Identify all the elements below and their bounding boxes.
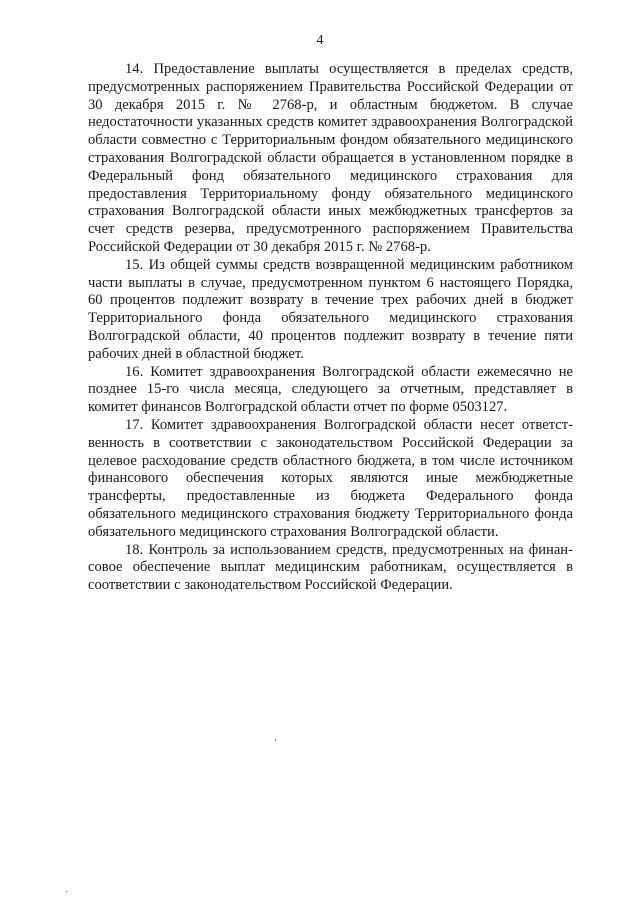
paragraph-16: 16. Комитет здравоохранения Волгоградской области ежемесячно не позднее 15-го числа месяца, следующего за отчетным, представляет в комитет финансов Волгоградской области отчет по форме 0503127. — [88, 363, 573, 416]
paragraph-14: 14. Предоставление выплаты осуществляется в пределах средств, предусмотренных распоряжением Правительства Российской Федерации от 30 декабря 2015 г. № 2768-р, и областным бюджетом. В случае недостаточности указанных средств комитет здравоохранения Волгоградской области совместно с Территориальным фондом обязательного медицинского страхования Волгоградской области обращается в установленном порядке в Федеральный фонд обязательного медицинского страхования для предоставления Территориальному фонду обязательного медицинского страхования Волгоградской области иных межбюджетных трансфертов за счет средств резерва, предусмотренного распоряжением Правительства Российской Федерации от 30 декабря 2015 г. № 2768-р. — [88, 61, 573, 255]
paragraph-15: 15. Из общей суммы средств возвращенной медицинским работником части выплаты в случае, предусмотренном пунктом 6 настоящего Порядка, 60 процентов подлежит возврату в течение трех рабочих дней в бюджет Территориального фонда обязательного медицинского страхования Волгоградской области, 40 процентов подлежит возврату в течение пяти рабочих дней в областной бюджет. — [88, 256, 573, 362]
document-body — [88, 61, 573, 595]
scan-speck — [66, 891, 67, 892]
paragraph-17: 17. Комитет здравоохранения Волгоградской области несет ответственность в соответствии с законодательством Российской Федерации за целевое расходование средств областного бюджета, в том числе источником финансового обеспечения которых являются иные межбюджетные трансферты, предоставленные из бюджета Федерального фонда обязательного медицинского страхования бюджету Территориального фонда обязательного медицинского страхования Волгоградской области. — [88, 416, 573, 540]
paragraph-18: 18. Контроль за использованием средств, предусмотренных на финансовое обеспечение выплат медицинским работникам, осуществляется в соответствии с законодательством Российской Федерации. — [88, 541, 573, 594]
scan-speck — [275, 739, 276, 741]
page-number: 4 — [316, 33, 324, 48]
